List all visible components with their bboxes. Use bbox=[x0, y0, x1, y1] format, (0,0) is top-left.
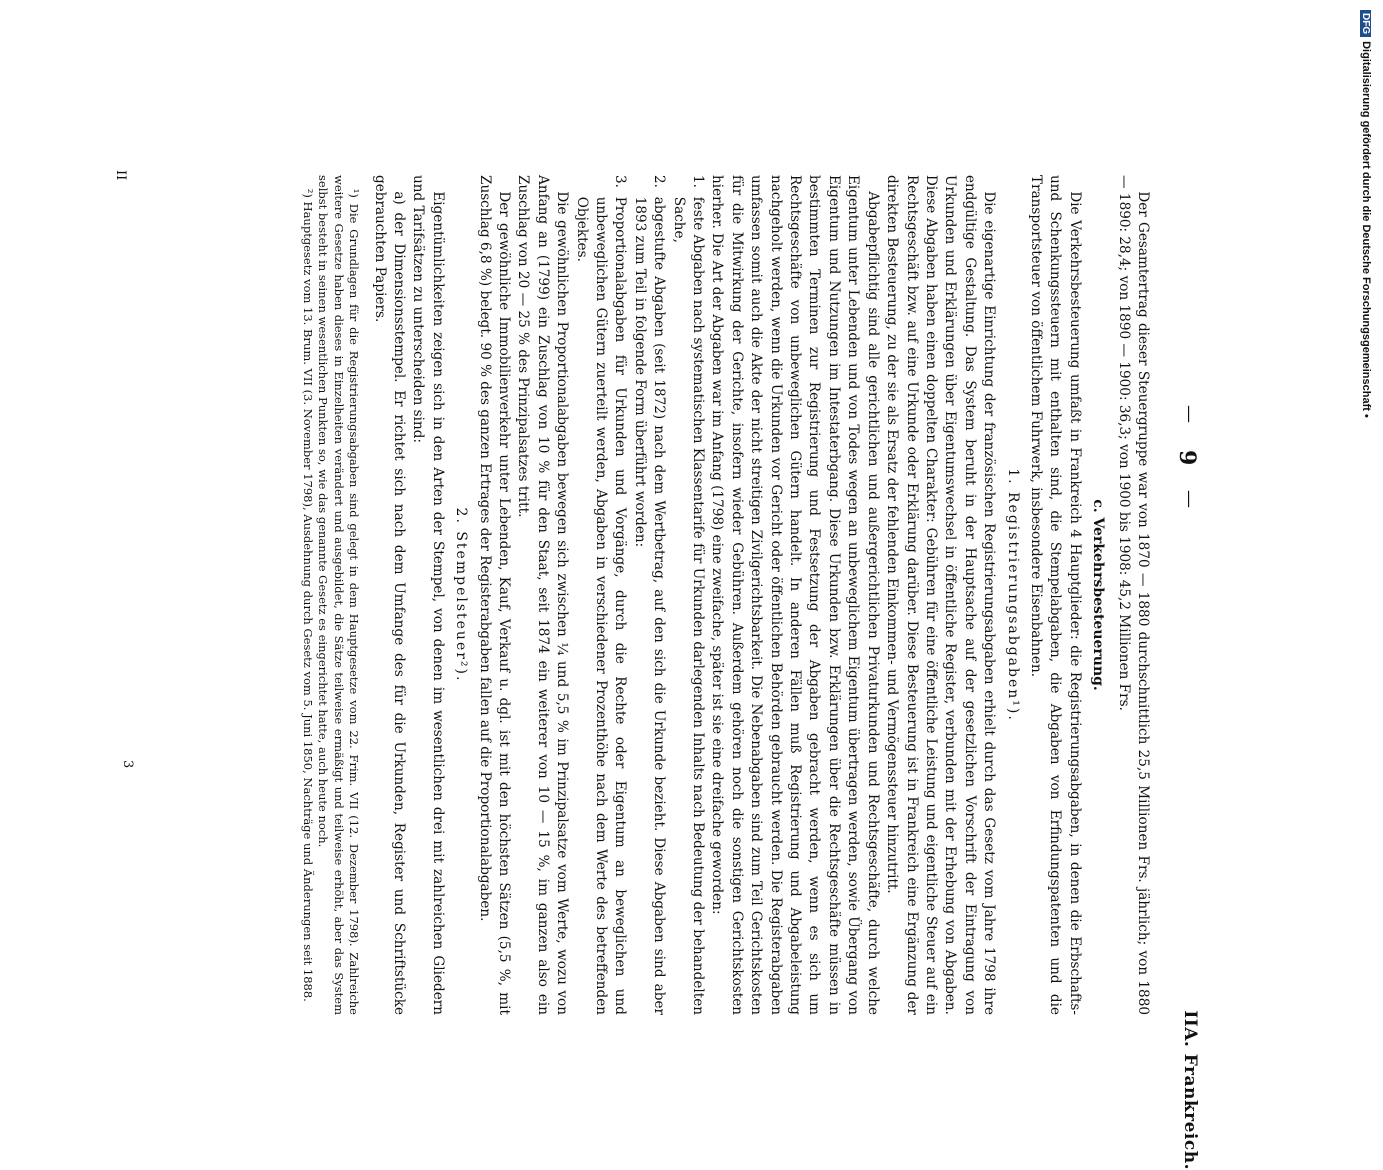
heading-stempelsteuer: 2. Stempelsteuer²). bbox=[453, 507, 470, 683]
footnotes bbox=[299, 175, 361, 1015]
list-item-text: abgestufte Abgaben (seit 1872) nach dem Wertbetrag, auf den sich die Urkunde bezieht. Diese Abgaben sind aber 1893 zum Teil in folgende Form überführt worden: bbox=[631, 196, 668, 1015]
dfg-logo: DFG bbox=[1360, 10, 1371, 37]
sidebar-text bbox=[1352, 10, 1372, 1000]
heading-verkehrsbesteuerung: c. Verkehrsbesteuerung. bbox=[1090, 499, 1107, 691]
page-header bbox=[1160, 0, 1200, 1170]
list-item bbox=[629, 175, 668, 1015]
paragraph-stempel-2: a) der Dimensionsstempel. Er richtet sich nach dem Umfange des für die Urkunden, Register und Schriftstücke gebrauchten Papiers. bbox=[371, 175, 407, 1015]
signature-mark-left: II bbox=[113, 170, 128, 181]
page-body bbox=[299, 175, 1152, 1015]
list-item-text: Proportionalabgaben für Urkunden und Vorgänge, durch die Rechte oder Eigentum an beweglichen und unbeweglichen Gütern zuerteilt werden, Abgaben in verschiedener Prozenthöhe nach dem Werte des betreffenden Objektes. bbox=[573, 196, 629, 1015]
footnote-1: ¹) Die Grundlagen für die Registrierungsabgaben sind gelegt in dem Hauptgesetze vom 22. Frim. VII (12. Dezember 1798). Zahlreiche weitere Gesetze haben dieses in Einzelheiten verändert und ausgebildet, die Sätze teilweise ermäßigt und teilweise erhöht, aber das System selbst besteht in seinen wesentlichen Punkten so, wie das genannte Gesetz es eingerichtet hatte, auch heute noch. bbox=[316, 175, 362, 1015]
paragraph-registrierung-4: Der gewöhnliche Immobilienverkehr unter Lebenden, Kauf, Verkauf u. dgl. ist mit den höchsten Sätzen (5,5 %, mit Zuschlag 6,8 %) belegt. 90 % des ganzen Ertrages der Registerabgaben fallen auf die Proportionalabgaben. bbox=[476, 175, 512, 1015]
header-dash-left: — bbox=[1179, 405, 1200, 423]
heading-registrierungsabgaben: 1. Registrierungsabgaben¹). bbox=[1004, 468, 1021, 722]
list-item bbox=[571, 175, 629, 1015]
header-dash-right: — bbox=[1179, 490, 1200, 508]
paragraph-stempel-1: Eigentümlichkeiten zeigen sich in den Arten der Stempel, von denen im wesentlichen drei mit zahlreichen Gliedern und Tarifsätzen zu unterscheiden sind: bbox=[410, 175, 446, 1015]
abgaben-list bbox=[571, 175, 707, 1015]
paragraph-registrierung-3: Die gewöhnlichen Proportionalabgaben bewegen sich zwischen ¼ und 5,5 % im Prinzipalsatze vom Werte, wozu von Anfang an (1799) ein Zuschlag von 10 % für den Staat, seit 1874 ein weiterer von 10 — 15 %, im ganzen also ein Zuschlag von 20 — 25 % des Prinzipalsatzes tritt. bbox=[515, 175, 571, 1015]
footnote-2: ²) Hauptgesetz vom 13. Brum. VII (3. November 1798), Ausdehnung durch Gesetz vom 5. Juni 1850, Nachträge und Änderungen seit 1888. bbox=[300, 188, 315, 1002]
list-item-number: 1. bbox=[690, 175, 707, 188]
sidebar-caption: Digitalisierung gefördert durch die Deutsche Forschungsgemeinschaft • bbox=[1360, 41, 1372, 418]
section-title: IIA. Frankreich. bbox=[1180, 1010, 1200, 1170]
paragraph-registrierung-1: Die eigenartige Einrichtung der französischen Registrierungsabgaben erhielt durch das Gesetz vom Jahre 1798 ihre endgültige Gestaltung. Das System beruht in der Hauptsache auf der gesetzlichen Vorschrift der Eintragung von Urkunden und Erklärungen über Eigentumswechsel in öffentliche Register, verbunden mit der Erhebung von Abgaben. Diese Abgaben haben einen doppelten Charakter: Gebühren für eine öffentliche Leistung und eigentliche Steuer auf ein Rechtsgeschäft bzw. auf eine Urkunde oder Erklärung darüber. Diese Besteuerung ist in Frankreich eine Ergänzung der direkten Besteuerung, zu der sie als Ersatz der fehlenden Einkommen- und Vermögenssteuer hinzutritt. bbox=[884, 175, 998, 1015]
list-item-text: feste Abgaben nach systematischen Klassentarife für Urkunden darlegenden Inhalts nach Bedeutung der behandelten Sache, bbox=[670, 196, 707, 1015]
signature-mark-right: 3 bbox=[120, 760, 135, 769]
document-page bbox=[113, 0, 1200, 1170]
paragraph-registrierung-2: Abgabepflichtig sind alle gerichtlichen und außergerichtlichen Privaturkunden und Rechtsgeschäfte, durch welche Eigentum unter Lebenden und von Todes wegen an unbeweglichem Eigentum übertragen werden, sowie Übergang von Eigentum und Nutzungen im Intestaterbgang. Diese Urkunden bzw. Erklärungen über die Rechtsgeschäfte müssen in bestimmten Terminen zur Registrierung und Festsetzung der Abgaben gebracht werden, wenn es sich um Rechtsgeschäfte von unbeweglichen Gütern handelt. In anderen Fällen muß Registrierung und Abgabeleistung nachgeholt werden, wenn die Urkunden vor Gericht oder öffentlichen Behörden gebraucht werden. Die Registerabgaben umfassen somit auch die Akte der nicht streitigen Zivilgerichtsbarkeit. Die Nebenabgaben sind zum Teil Gerichtskosten für die Mitwirkung der Gerichte, insofern wieder Gebühren. Außerdem gehören noch die sonstigen Gerichtskosten hierher. Die Art der Abgaben war im Anfang (1798) eine zweifache, später ist sie eine dreifache geworden: bbox=[709, 175, 881, 1015]
list-item bbox=[668, 175, 707, 1015]
intro-paragraph: Der Gesamtertrag dieser Steuergruppe war von 1870 — 1880 durchschnittlich 25,5 Millionen Frs. jährlich; von 1880 — 1890: 28,4; von 1890 — 1900: 36,3; von 1900 bis 1908: 45,2 Millionen Frs. bbox=[1115, 175, 1151, 1015]
list-item-number: 3. bbox=[612, 175, 629, 188]
digitization-sidebar bbox=[1352, 10, 1380, 1000]
paragraph-verkehrsbesteuerung: Die Verkehrsbesteuerung umfaßt in Frankreich 4 Hauptglieder: die Registrierungsabgaben, in denen die Erbschafts- und Schenkungssteuern mit enthalten sind, die Stempelabgaben, die Abgaben von Erfindungspatenten und die Transportsteuer von öffentlichem Fuhrwerk, insbesondere Eisenbahnen. bbox=[1027, 175, 1083, 1015]
list-item-number: 2. bbox=[651, 175, 668, 188]
page-number: 9 bbox=[1174, 450, 1200, 466]
